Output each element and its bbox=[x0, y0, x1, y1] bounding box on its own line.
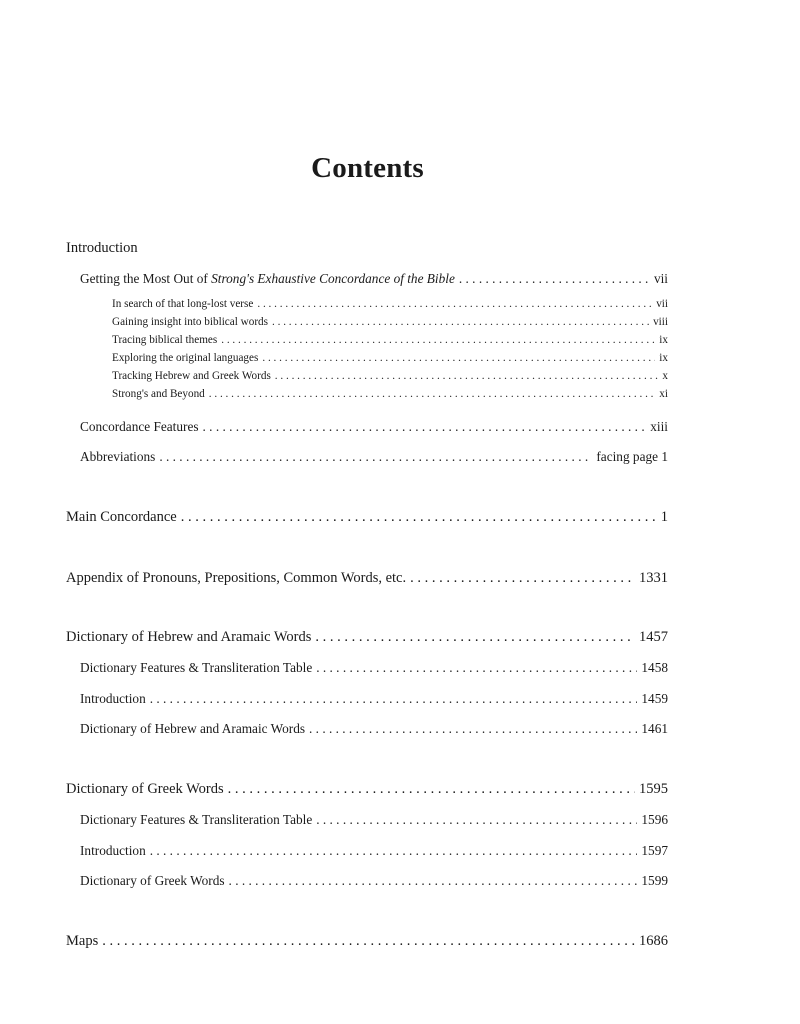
dot-leader bbox=[459, 272, 650, 285]
toc-label: Introduction bbox=[80, 843, 146, 858]
toc-page-number: facing page 1 bbox=[596, 449, 668, 464]
toc-page-number: 1599 bbox=[641, 873, 668, 888]
toc-subentry[interactable] bbox=[112, 389, 668, 400]
toc-label: Dictionary Features & Transliteration Table bbox=[80, 660, 313, 675]
dot-leader bbox=[275, 371, 659, 382]
toc-entry-greek-words[interactable] bbox=[80, 874, 668, 887]
toc-entry-hebrew-introduction[interactable] bbox=[80, 692, 668, 705]
toc-page-number: 1597 bbox=[641, 843, 668, 858]
toc-entry-greek-introduction[interactable] bbox=[80, 844, 668, 857]
toc-entry-hebrew-words[interactable] bbox=[80, 722, 668, 735]
toc-page-number: 1459 bbox=[641, 691, 668, 706]
toc-subentry[interactable] bbox=[112, 317, 668, 328]
toc-entry-appendix[interactable] bbox=[66, 571, 668, 586]
toc-label: Dictionary of Greek Words bbox=[80, 873, 225, 888]
toc-heading-introduction bbox=[66, 241, 138, 256]
toc-page-number: vii bbox=[656, 298, 668, 310]
toc-entry-greek-features[interactable] bbox=[80, 813, 668, 826]
toc-label: Introduction bbox=[80, 691, 146, 706]
toc-label: Dictionary Features & Transliteration Table bbox=[80, 812, 313, 827]
toc-label: Gaining insight into biblical words bbox=[112, 316, 268, 328]
dot-leader bbox=[257, 299, 652, 310]
toc-page-number: 1457 bbox=[639, 629, 668, 645]
toc-page-number: 1461 bbox=[641, 721, 668, 736]
toc-subentry[interactable] bbox=[112, 299, 668, 310]
toc-entry-main-concordance[interactable] bbox=[66, 510, 668, 525]
dot-leader bbox=[102, 934, 635, 949]
dot-leader bbox=[272, 317, 649, 328]
dot-leader bbox=[316, 661, 637, 674]
dot-leader bbox=[316, 813, 637, 826]
toc-label: Introduction bbox=[66, 240, 138, 256]
toc-label: Main Concordance bbox=[66, 509, 177, 525]
toc-label: Maps bbox=[66, 933, 99, 949]
toc-entry-maps[interactable] bbox=[66, 934, 668, 949]
toc-page-number: 1 bbox=[660, 509, 668, 525]
dot-leader bbox=[410, 571, 635, 586]
dot-leader bbox=[150, 844, 638, 857]
toc-label: Exploring the original languages bbox=[112, 352, 259, 364]
dot-leader bbox=[181, 510, 657, 525]
toc-label: Abbreviations bbox=[80, 449, 156, 464]
toc-page-number: x bbox=[662, 370, 668, 382]
toc-label: In search of that long-lost verse bbox=[112, 298, 254, 310]
toc-page-number: 1686 bbox=[639, 933, 668, 949]
toc-page-number: 1331 bbox=[639, 570, 668, 586]
toc-label: Appendix of Pronouns, Prepositions, Common Words, etc. bbox=[66, 570, 407, 586]
toc-page-number: ix bbox=[659, 352, 668, 364]
toc-label: Concordance Features bbox=[80, 419, 199, 434]
dot-leader bbox=[228, 782, 635, 797]
toc-page-number: vii bbox=[653, 271, 668, 286]
toc-page-number: viii bbox=[653, 316, 668, 328]
toc-page-number: ix bbox=[659, 334, 668, 346]
toc-label: Dictionary of Hebrew and Aramaic Words bbox=[80, 721, 306, 736]
toc-label: Tracing biblical themes bbox=[112, 334, 218, 346]
toc-label: Dictionary of Hebrew and Aramaic Words bbox=[66, 629, 312, 645]
dot-leader bbox=[150, 692, 638, 705]
dot-leader bbox=[203, 420, 647, 433]
toc-entry-abbreviations[interactable] bbox=[80, 450, 668, 463]
toc-page-number: 1595 bbox=[639, 781, 668, 797]
toc-subentry[interactable] bbox=[112, 371, 668, 382]
dot-leader bbox=[309, 722, 637, 735]
toc-label: Tracking Hebrew and Greek Words bbox=[112, 370, 271, 382]
dot-leader bbox=[229, 874, 638, 887]
dot-leader bbox=[221, 335, 655, 346]
toc-subentry[interactable] bbox=[112, 335, 668, 346]
dot-leader bbox=[315, 630, 635, 645]
toc-entry-hebrew-dictionary[interactable] bbox=[66, 630, 668, 645]
toc-page-number: xiii bbox=[650, 419, 668, 434]
toc-entry-greek-dictionary[interactable] bbox=[66, 782, 668, 797]
toc-subentry[interactable] bbox=[112, 353, 668, 364]
toc-page-number: 1458 bbox=[641, 660, 668, 675]
toc-entry-concordance-features[interactable] bbox=[80, 420, 668, 433]
toc-page-number: 1596 bbox=[641, 812, 668, 827]
dot-leader bbox=[262, 353, 655, 364]
page-title: Contents bbox=[311, 152, 424, 184]
toc-label: Getting the Most Out of Strong's Exhaustive Concordance of the Bible bbox=[80, 271, 455, 286]
toc-entry-hebrew-features[interactable] bbox=[80, 661, 668, 674]
toc-entry-getting-most[interactable] bbox=[80, 272, 668, 285]
dot-leader bbox=[159, 450, 592, 463]
toc-label: Dictionary of Greek Words bbox=[66, 781, 224, 797]
toc-page-number: xi bbox=[659, 388, 668, 400]
dot-leader bbox=[209, 389, 656, 400]
toc-label: Strong's and Beyond bbox=[112, 388, 205, 400]
